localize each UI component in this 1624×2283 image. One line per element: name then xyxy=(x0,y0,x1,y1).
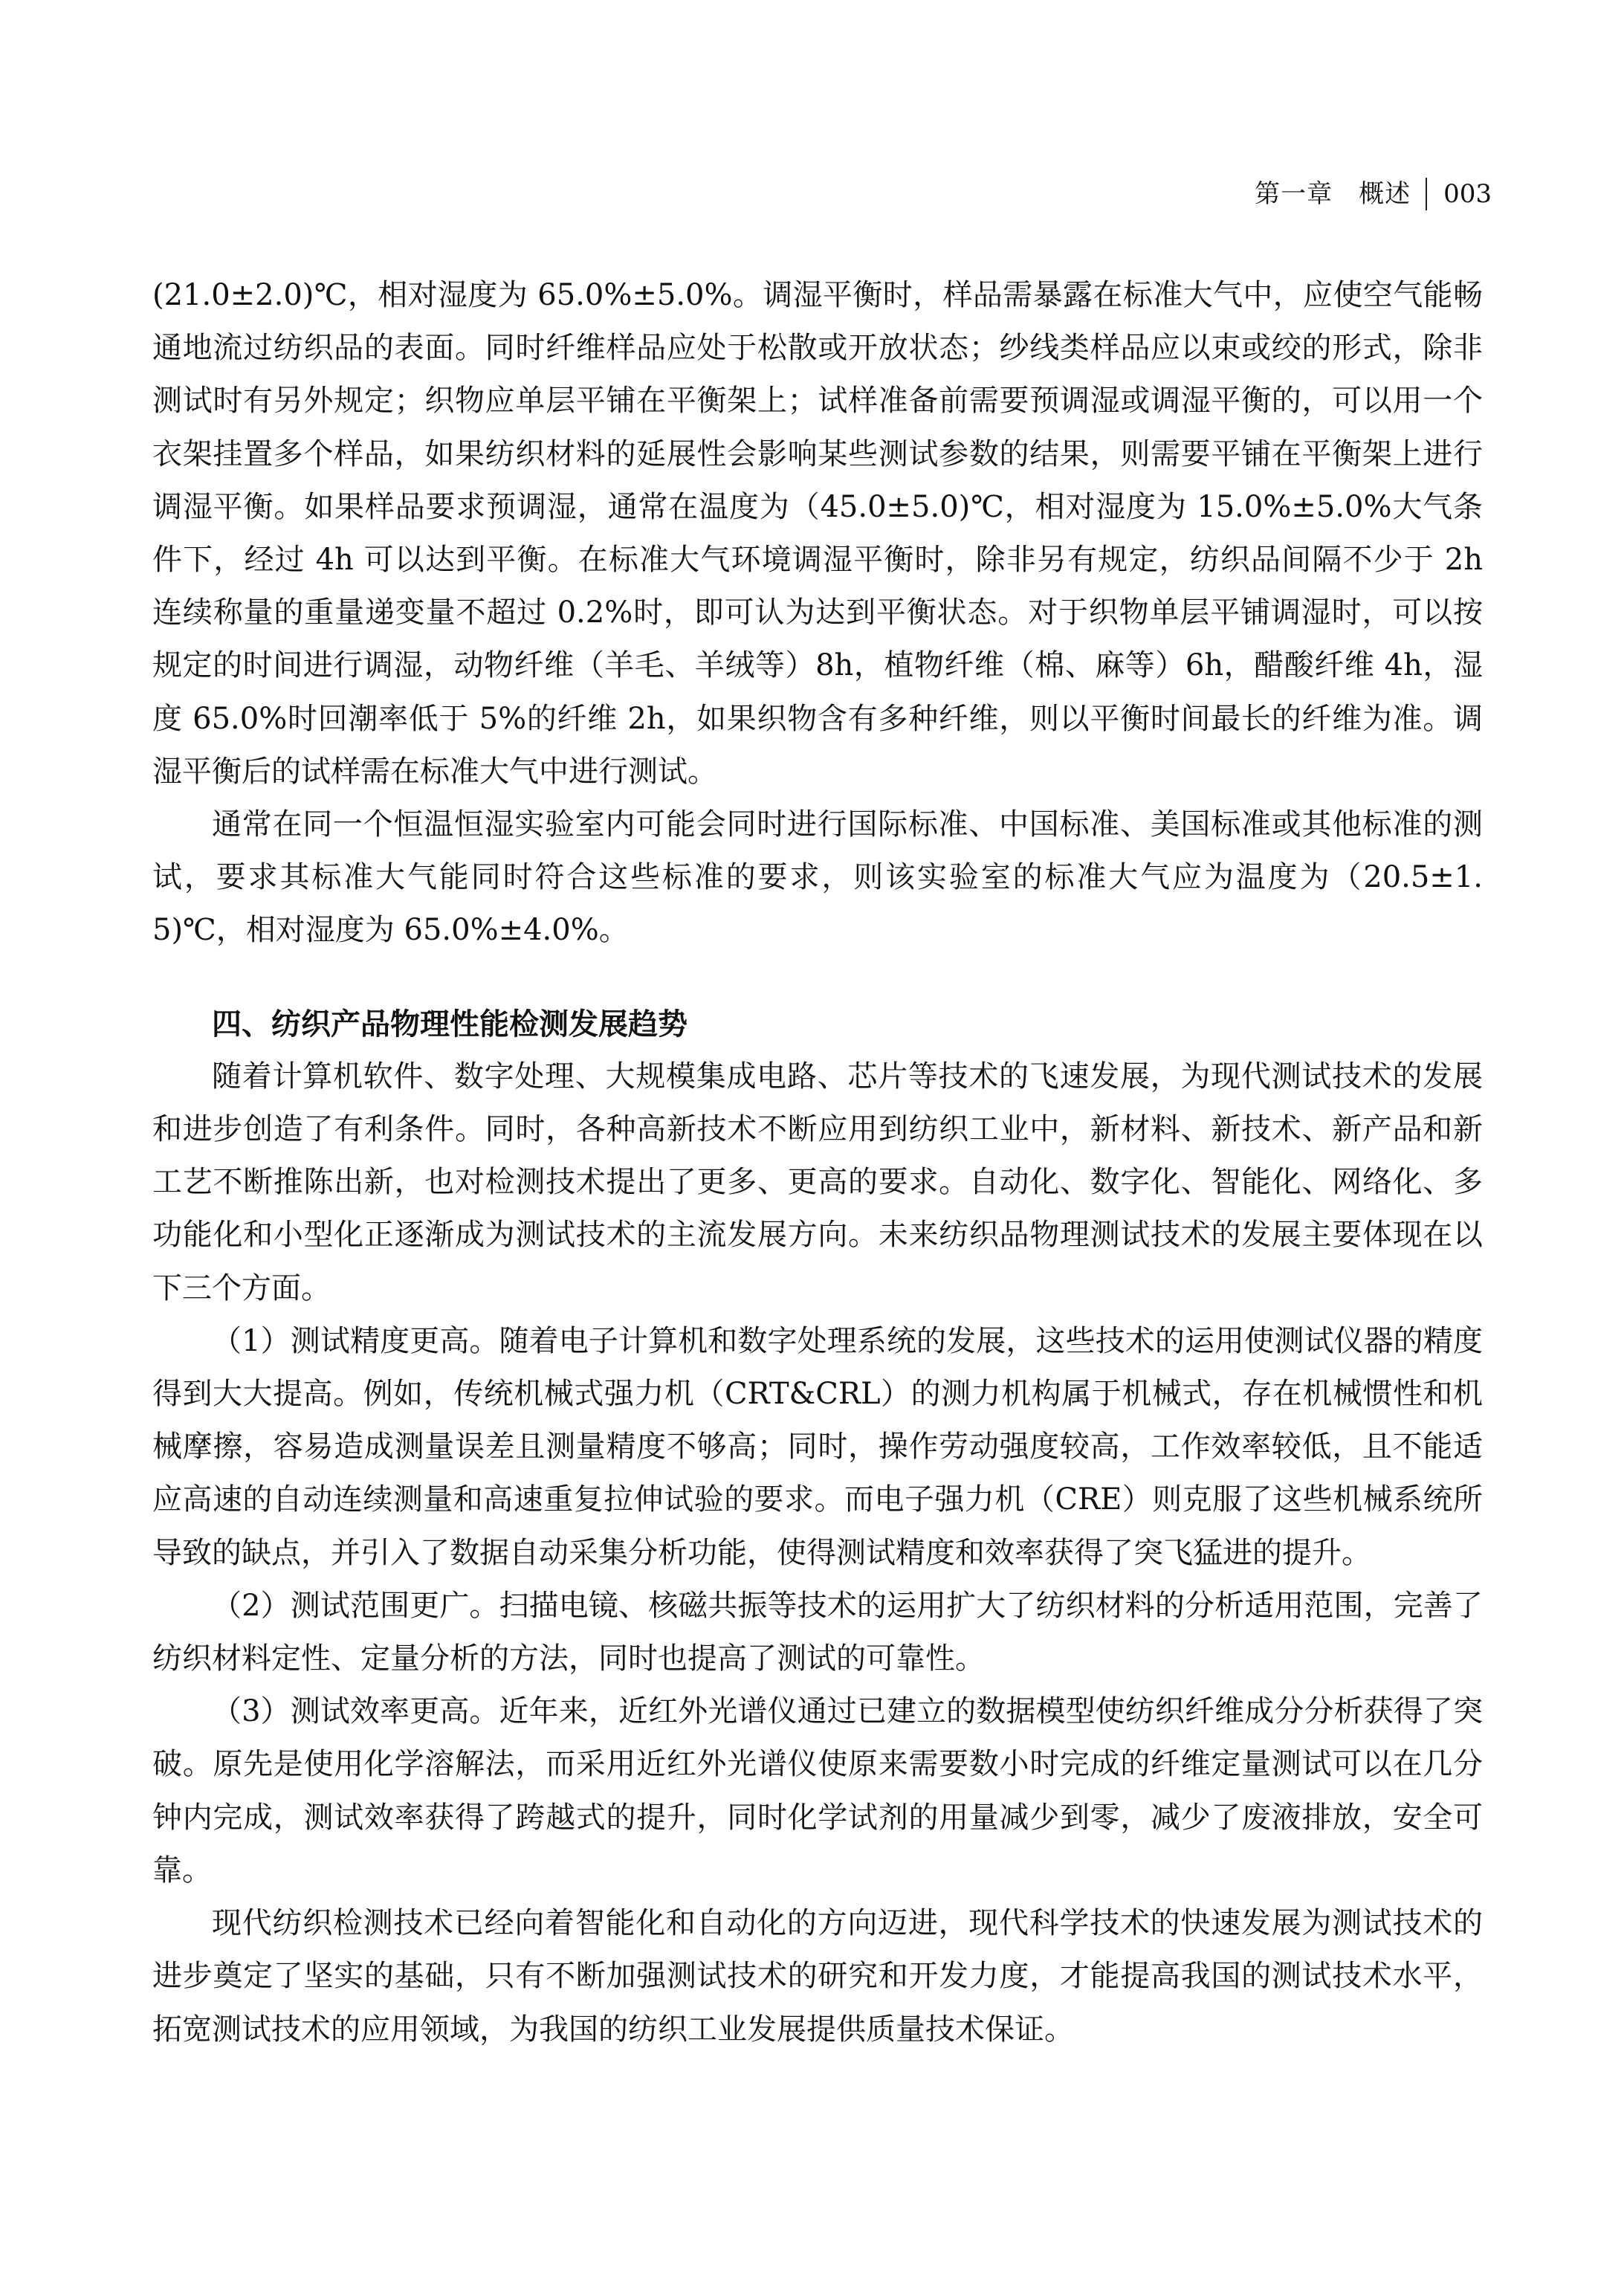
paragraph-item-1: （1）测试精度更高。随着电子计算机和数字处理系统的发展，这些技术的运用使测试仪器的精度得到大大提高。例如，传统机械式强力机（CRT&CRL）的测力机构属于机械式，存在机械惯性和机械摩擦，容易造成测量误差且测量精度不够高；同时，操作劳动强度较高，工作效率较低，且不能适应高速的自动连续测量和高速重复拉伸试验的要求。而电子强力机（CRE）则克服了这些机械系统所导致的缺点，并引入了数据自动采集分析功能，使得测试精度和效率获得了突飞猛进的提升。 xyxy=(152,1323,1483,1570)
page-body xyxy=(152,269,1483,2056)
paragraph-item-3: （3）测试效率更高。近年来，近红外光谱仪通过已建立的数据模型使纺织纤维成分分析获得了突破。原先是使用化学溶解法，而采用近红外光谱仪使原来需要数小时完成的纤维定量测试可以在几分钟内完成，测试效率获得了跨越式的提升，同时化学试剂的用量减少到零，减少了废液排放，安全可靠。 xyxy=(152,1694,1483,1888)
paragraph-intro: 随着计算机软件、数字处理、大规模集成电路、芯片等技术的飞速发展，为现代测试技术的发展和进步创造了有利条件。同时，各种高新技术不断应用到纺织工业中，新材料、新技术、新产品和新工艺不断推陈出新，也对检测技术提出了更多、更高的要求。自动化、数字化、智能化、网络化、多功能化和小型化正逐渐成为测试技术的主流发展方向。未来纺织品物理测试技术的发展主要体现在以下三个方面。 xyxy=(152,1059,1483,1305)
paragraph-continuation: (21.0±2.0)℃，相对湿度为 65.0%±5.0%。调湿平衡时，样品需暴露在标准大气中，应使空气能畅通地流过纺织品的表面。同时纤维样品应处于松散或开放状态；纱线类样品应以束或绞的形式，除非测试时有另外规定；织物应单层平铺在平衡架上；试样准备前需要预调湿或调湿平衡的，可以用一个衣架挂置多个样品，如果纺织材料的延展性会影响某些测试参数的结果，则需要平铺在平衡架上进行调湿平衡。如果样品要求预调湿，通常在温度为（45.0±5.0)℃，相对湿度为 15.0%±5.0%大气条件下，经过 4h 可以达到平衡。在标准大气环境调湿平衡时，除非另有规定，纺织品间隔不少于 2h 连续称量的重量递变量不超过 0.2%时，即可认为达到平衡状态。对于织物单层平铺调湿时，可以按规定的时间进行调湿，动物纤维（羊毛、羊绒等）8h，植物纤维（棉、麻等）6h，醋酸纤维 4h，湿度 65.0%时回潮率低于 5%的纤维 2h，如果织物含有多种纤维，则以平衡时间最长的纤维为准。调湿平衡后的试样需在标准大气中进行测试。 xyxy=(152,278,1483,789)
page-number: 003 xyxy=(1443,179,1492,209)
header-divider xyxy=(1426,178,1427,210)
running-header xyxy=(1255,175,1492,213)
paragraph-conclusion: 现代纺织检测技术已经向着智能化和自动化的方向迈进，现代科学技术的快速发展为测试技术的进步奠定了坚实的基础，只有不断加强测试技术的研究和开发力度，才能提高我国的测试技术水平，拓宽测试技术的应用领域，为我国的纺织工业发展提供质量技术保证。 xyxy=(152,1906,1483,2047)
section-heading: 四、纺织产品物理性能检测发展趋势 xyxy=(212,1006,688,1042)
paragraph-lab-atmosphere: 通常在同一个恒温恒湿实验室内可能会同时进行国际标准、中国标准、美国标准或其他标准的测试，要求其标准大气能同时符合这些标准的要求，则该实验室的标准大气应为温度为（20.5±1.5)℃，相对湿度为 65.0%±4.0%。 xyxy=(152,807,1483,948)
paragraph-item-2: （2）测试范围更广。扫描电镜、核磁共振等技术的运用扩大了纺织材料的分析适用范围，完善了纺织材料定性、定量分析的方法，同时也提高了测试的可靠性。 xyxy=(152,1588,1483,1676)
chapter-title: 第一章 概述 xyxy=(1255,179,1411,209)
